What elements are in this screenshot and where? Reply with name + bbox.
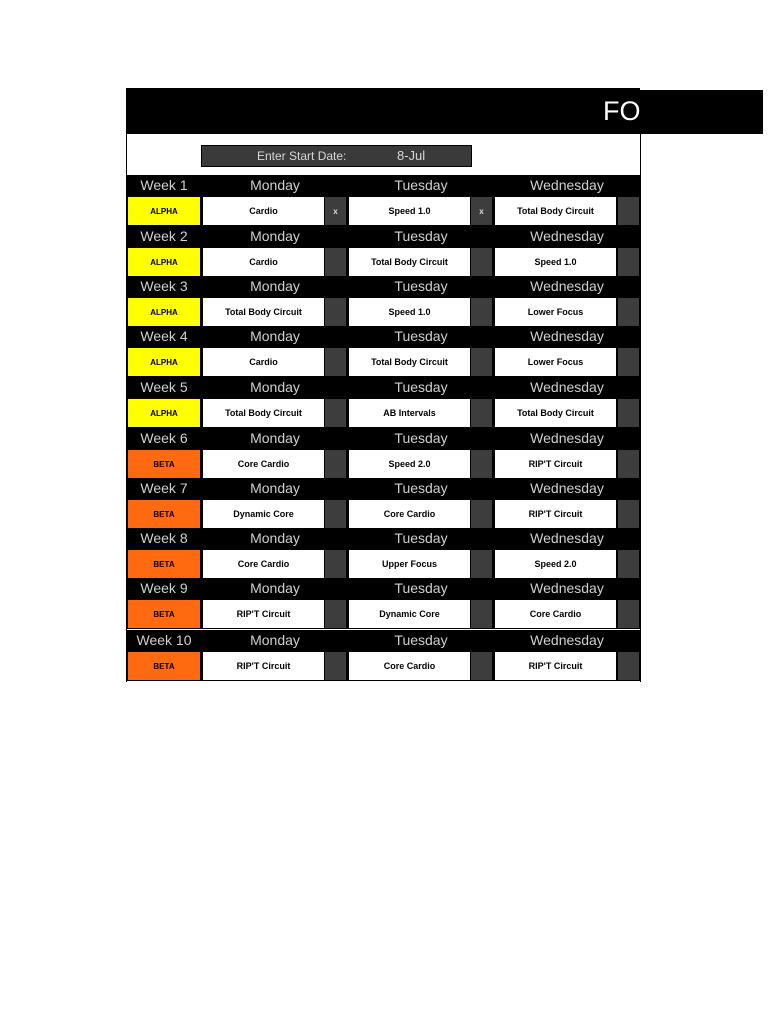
day-header-wednesday: Wednesday — [530, 480, 604, 496]
workout-tuesday[interactable]: AB Intervals — [349, 399, 470, 427]
week-row — [127, 499, 640, 529]
done-mark-tuesday[interactable] — [471, 652, 492, 680]
week-row — [127, 196, 640, 226]
done-mark-wednesday[interactable] — [618, 500, 639, 528]
done-mark-monday[interactable] — [325, 500, 346, 528]
done-mark-tuesday[interactable] — [471, 550, 492, 578]
done-mark-monday[interactable]: x — [325, 197, 346, 225]
start-date-row[interactable] — [201, 145, 472, 167]
done-mark-wednesday[interactable] — [618, 450, 639, 478]
workout-tuesday[interactable]: Upper Focus — [349, 550, 470, 578]
header-bar-extension — [640, 90, 763, 134]
workout-wednesday[interactable]: Core Cardio — [495, 600, 616, 628]
week-row — [127, 347, 640, 377]
workout-wednesday[interactable]: Total Body Circuit — [495, 399, 616, 427]
workout-wednesday[interactable]: Total Body Circuit — [495, 197, 616, 225]
workout-tuesday[interactable]: Speed 1.0 — [349, 298, 470, 326]
week-row — [127, 651, 640, 681]
day-header-tuesday: Tuesday — [394, 480, 448, 496]
week-row — [127, 549, 640, 579]
day-header-tuesday: Tuesday — [394, 632, 448, 648]
done-mark-wednesday[interactable] — [618, 348, 639, 376]
header-bar — [126, 88, 640, 134]
done-mark-wednesday[interactable] — [618, 652, 639, 680]
week-header — [127, 428, 640, 449]
day-header-monday: Monday — [250, 177, 300, 193]
day-header-wednesday: Wednesday — [530, 580, 604, 596]
level-badge: ALPHA — [128, 348, 200, 376]
day-header-tuesday: Tuesday — [394, 177, 448, 193]
done-mark-monday[interactable] — [325, 600, 346, 628]
done-mark-tuesday[interactable] — [471, 348, 492, 376]
week-row — [127, 599, 640, 629]
start-date-label: Enter Start Date: — [257, 149, 347, 163]
level-badge: BETA — [128, 600, 200, 628]
day-header-wednesday: Wednesday — [530, 632, 604, 648]
day-header-tuesday: Tuesday — [394, 430, 448, 446]
workout-tuesday[interactable]: Core Cardio — [349, 500, 470, 528]
workout-tuesday[interactable]: Dynamic Core — [349, 600, 470, 628]
week-row — [127, 297, 640, 327]
day-header-wednesday: Wednesday — [530, 228, 604, 244]
week-row — [127, 449, 640, 479]
week-label: Week 7 — [140, 480, 188, 496]
day-header-wednesday: Wednesday — [530, 328, 604, 344]
week-header — [127, 326, 640, 347]
day-header-tuesday: Tuesday — [394, 228, 448, 244]
start-date-value[interactable]: 8-Jul — [397, 148, 426, 163]
workout-tuesday[interactable]: Core Cardio — [349, 652, 470, 680]
day-header-monday: Monday — [250, 580, 300, 596]
workout-tuesday[interactable]: Total Body Circuit — [349, 248, 470, 276]
workout-tuesday[interactable]: Total Body Circuit — [349, 348, 470, 376]
day-header-monday: Monday — [250, 278, 300, 294]
done-mark-tuesday[interactable] — [471, 450, 492, 478]
done-mark-wednesday[interactable] — [618, 550, 639, 578]
day-header-wednesday: Wednesday — [530, 530, 604, 546]
workout-wednesday[interactable]: Speed 2.0 — [495, 550, 616, 578]
done-mark-tuesday[interactable] — [471, 298, 492, 326]
page-title: FO — [603, 96, 641, 126]
workout-monday[interactable]: Dynamic Core — [203, 500, 324, 528]
workout-wednesday[interactable]: RIP'T Circuit — [495, 500, 616, 528]
done-mark-tuesday[interactable]: x — [471, 197, 492, 225]
week-label: Week 3 — [140, 278, 188, 294]
workout-wednesday[interactable]: RIP'T Circuit — [495, 450, 616, 478]
day-header-wednesday: Wednesday — [530, 379, 604, 395]
day-header-wednesday: Wednesday — [530, 430, 604, 446]
day-header-wednesday: Wednesday — [530, 278, 604, 294]
workout-monday[interactable]: Cardio — [203, 348, 324, 376]
week-row — [127, 247, 640, 277]
done-mark-wednesday[interactable] — [618, 600, 639, 628]
level-badge: ALPHA — [128, 399, 200, 427]
day-header-wednesday: Wednesday — [530, 177, 604, 193]
week-label: Week 8 — [140, 530, 188, 546]
week-header — [127, 175, 640, 196]
workout-wednesday[interactable]: Lower Focus — [495, 348, 616, 376]
day-header-monday: Monday — [250, 480, 300, 496]
level-badge: ALPHA — [128, 197, 200, 225]
workout-monday[interactable]: RIP'T Circuit — [203, 600, 324, 628]
level-badge: BETA — [128, 550, 200, 578]
day-header-tuesday: Tuesday — [394, 530, 448, 546]
week-header — [127, 578, 640, 599]
level-badge: BETA — [128, 500, 200, 528]
workout-monday[interactable]: RIP'T Circuit — [203, 652, 324, 680]
done-mark-wednesday[interactable] — [618, 298, 639, 326]
done-mark-monday[interactable] — [325, 298, 346, 326]
done-mark-monday[interactable] — [325, 652, 346, 680]
workout-tuesday[interactable]: Speed 2.0 — [349, 450, 470, 478]
workout-tuesday[interactable]: Speed 1.0 — [349, 197, 470, 225]
level-badge: ALPHA — [128, 248, 200, 276]
workout-monday[interactable]: Cardio — [203, 197, 324, 225]
workout-wednesday[interactable]: Speed 1.0 — [495, 248, 616, 276]
week-header — [127, 630, 640, 651]
week-label: Week 6 — [140, 430, 188, 446]
week-label: Week 4 — [140, 328, 188, 344]
done-mark-tuesday[interactable] — [471, 500, 492, 528]
workout-wednesday[interactable]: Lower Focus — [495, 298, 616, 326]
done-mark-monday[interactable] — [325, 248, 346, 276]
week-header — [127, 226, 640, 247]
day-header-tuesday: Tuesday — [394, 379, 448, 395]
done-mark-wednesday[interactable] — [618, 248, 639, 276]
day-header-monday: Monday — [250, 430, 300, 446]
level-badge: BETA — [128, 450, 200, 478]
week-header — [127, 478, 640, 499]
level-badge: ALPHA — [128, 298, 200, 326]
day-header-monday: Monday — [250, 632, 300, 648]
day-header-tuesday: Tuesday — [394, 328, 448, 344]
level-badge: BETA — [128, 652, 200, 680]
done-mark-tuesday[interactable] — [471, 248, 492, 276]
day-header-monday: Monday — [250, 530, 300, 546]
week-header — [127, 377, 640, 398]
done-mark-tuesday[interactable] — [471, 600, 492, 628]
week-label: Week 2 — [140, 228, 188, 244]
day-header-tuesday: Tuesday — [394, 580, 448, 596]
week-header — [127, 528, 640, 549]
done-mark-wednesday[interactable] — [618, 197, 639, 225]
workout-monday[interactable]: Cardio — [203, 248, 324, 276]
done-mark-monday[interactable] — [325, 348, 346, 376]
workout-monday[interactable]: Core Cardio — [203, 550, 324, 578]
week-label: Week 9 — [140, 580, 188, 596]
week-label: Week 10 — [136, 632, 192, 648]
workout-monday[interactable]: Core Cardio — [203, 450, 324, 478]
week-label: Week 5 — [140, 379, 188, 395]
workout-monday[interactable]: Total Body Circuit — [203, 298, 324, 326]
done-mark-wednesday[interactable] — [618, 399, 639, 427]
done-mark-monday[interactable] — [325, 399, 346, 427]
day-header-tuesday: Tuesday — [394, 278, 448, 294]
done-mark-tuesday[interactable] — [471, 399, 492, 427]
day-header-monday: Monday — [250, 328, 300, 344]
done-mark-monday[interactable] — [325, 450, 346, 478]
done-mark-monday[interactable] — [325, 550, 346, 578]
day-header-monday: Monday — [250, 228, 300, 244]
week-label: Week 1 — [140, 177, 188, 193]
workout-wednesday[interactable]: RIP'T Circuit — [495, 652, 616, 680]
week-row — [127, 398, 640, 428]
day-header-monday: Monday — [250, 379, 300, 395]
workout-monday[interactable]: Total Body Circuit — [203, 399, 324, 427]
week-header — [127, 276, 640, 297]
